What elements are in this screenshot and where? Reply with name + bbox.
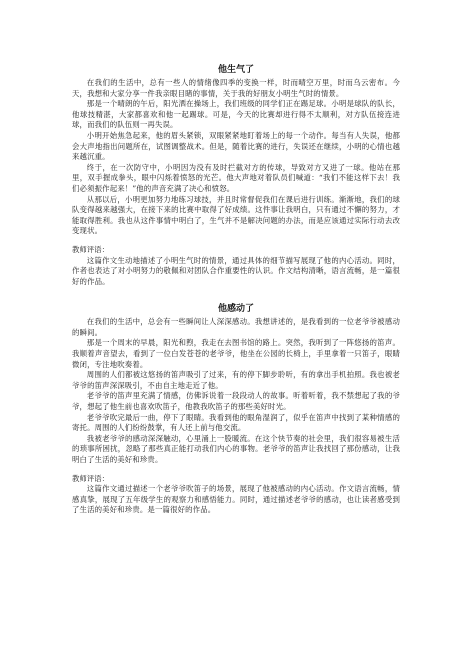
essay1-paragraph-4: 终于，在一次防守中，小明因为没有及时拦截对方的传球，导致对方又进了一球。他站在那里，双手握成拳头，眼中闪烁着愤怒的光芒。他大声地对着队员们喊道：“我们不能这样下去！我们必须振作起来！”他的声音充满了决心和愤怒。 xyxy=(72,162,400,193)
essay1-teacher-comment-label: 教师评语： xyxy=(72,244,109,254)
essay2-paragraph-5: 老爷爷吹完最后一曲，停下了眼睛。我看到他的眼角湿润了，似乎在笛声中找到了某种情感的寄托。周围的人们纷纷鼓掌，有人还上前与他交流。 xyxy=(72,412,400,433)
essay2-paragraph-2: 那是一个周末的早晨，阳光和煦，我走在去图书馆的路上。突然，我听到了一阵悠扬的笛声。我顺着声音望去，看到了一位白发苍苍的老爷爷，他坐在公园的长椅上，手里拿着一只笛子，眼睛微闭，专注地吹奏着。 xyxy=(72,338,400,369)
essay1-title: 他生气了 xyxy=(217,65,254,75)
essay2-paragraph-6: 我被老爷爷的感动深深触动，心里涌上一股暖流。在这个快节奏的社会里，我们很容易被生活的琐事所困扰，忽略了那些真正能打动我们内心的事物。老爷爷的笛声让我找回了那份感动，让我明白了生活的美好和珍贵。 xyxy=(72,433,400,464)
essay1-teacher-comment: 这篇作文生动地描述了小明生气时的情景，通过具体的细节描写展现了他的内心活动。同时，作者也表达了对小明努力的敬佩和对团队合作重要性的认识。作文结构清晰，语言流畅，是一篇很好的作品。 xyxy=(72,255,400,286)
essay1-paragraph-1: 在我们的生活中，总有一些人的情绪像四季的变换一样，时而晴空万里，时而乌云密布。今天，我想和大家分享一件我亲眼目睹的事情，关于我的好朋友小明生气时的情景。 xyxy=(72,78,400,98)
essay1-paragraph-5: 从那以后，小明更加努力地练习球技，并且时常督促我们在课后进行训练。渐渐地，我们的球队变得越来越强大，在接下来的比赛中取得了好成绩。这件事让我明白，只有通过不懈的努力，才能取得胜利。我也从这件事情中明白了，生气并不是解决问题的办法，而是应该通过实际行动去改变现状。 xyxy=(72,194,400,236)
essay2-paragraph-3: 周围的人们都被这悠扬的笛声吸引了过来，有的停下脚步聆听，有的拿出手机拍照。我也被老爷爷的笛声深深吸引，不由自主地走近了他。 xyxy=(72,370,400,390)
document-content xyxy=(72,64,400,516)
essay2-paragraph-4: 老爷爷的笛声里充满了情感，仿佛诉说着一段段动人的故事。听着听着，我不禁想起了我的爷爷，想起了他生前也喜欢吹笛子，他教我吹笛子的那些美好时光。 xyxy=(72,391,400,412)
essay2-teacher-comment: 这篇作文通过描述一个老爷爷吹笛子的场景，展现了他被感动的内心活动。作文语言流畅，情感真挚，展现了五年级学生的观察力和感悟能力。同时，通过描述老爷爷的感动，也让读者感受到了生活的美好和珍贵。是一篇很好的作品。 xyxy=(72,484,400,515)
essay2-teacher-comment-label: 教师评语： xyxy=(72,473,109,483)
essay2-paragraph-1: 在我们的生活中，总会有一些瞬间让人深深感动。我想讲述的，是我看到的一位老爷爷被感动的瞬间。 xyxy=(72,317,400,337)
essay1-paragraph-3: 小明开始焦急起来，他的眉头紧锁，双眼紧紧地盯着场上的每一个动作。每当有人失误，他都会大声地指出问题所在，试图调整战术。但是，随着比赛的进行，失误还在继续，小明的心情也越来越沉重。 xyxy=(72,130,400,162)
essay1-paragraph-2: 那是一个晴朗的午后，阳光洒在操场上，我们班级的同学们正在踢足球。小明是球队的队长，他球技精湛，大家都喜欢和他一起踢球。可是，今天的比赛却进行得不太顺利，对方队伍接连进球，而我们的队伍则一再失误。 xyxy=(72,99,400,130)
essay2-title: 他感动了 xyxy=(217,304,254,315)
